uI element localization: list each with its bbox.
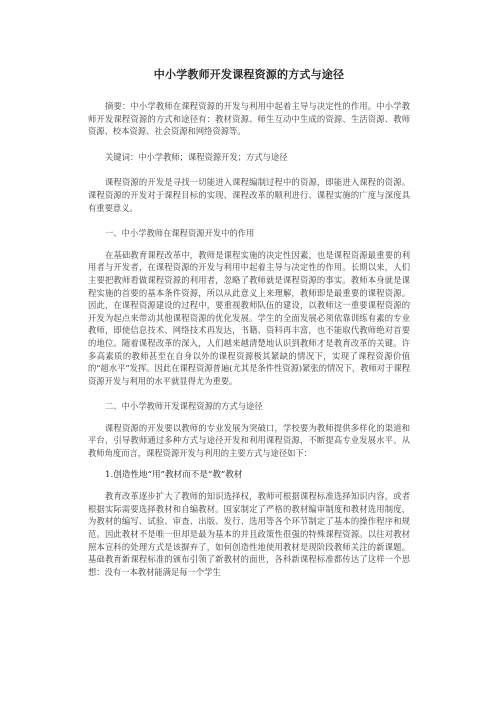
subsection-1-body: 教育改革逐步扩大了教师的知识选择权，教师可根据课程标准选择知识内容，或者根据实际需要选择教材和自编教材。国家制定了严格的教材编审制度和教材选用制度，为教材的编写、试验、审查、出版、发行、选用等各个环节制定了基本的操作程序和规范。因此教材不是唯一但却是最为基本的并且政策性很强的特殊课程资源。以往对教材照本宣科的处理方式是该摒弃了，如何创造性地使用教材是现阶段教师关注的新课题。基础教育新课程标准的颁布引领了新教材的面世，各科新课程标准都传达了这样一个思想：没有一本教材能满足每一个学生 bbox=[88, 491, 410, 577]
section-1-body: 在基础教育课程改革中，教师是课程实施的决定性因素，也是课程资源最重要的利用者与开发者，在课程资源的开发与利用中起着主导与决定性的作用。长期以来，人们主要把教师看做课程资源的利用者，忽略了教师就是课程资源的事实。教师本身就是课程实施的首要的基本条件资源，所以从此意义上来理解，教师即是最重要的课程资源。因此，在课程资源建设的过程中，要重视教师队伍的建设，以教师这一重要课程资源的开发为起点来带动其他课程资源的优化发展。学生的全面发展必须依靠训练有素的专业教师，即使信息技术、网络技术再发达，书籍、资料再丰富，也不能取代教师绝对首要的地位。随着课程改革的深入，人们越来越清楚地认识到教师才是教育改革的关键。许多高素质的教师甚至在自身以外的课程资源极其紧缺的情况下，实现了课程资源价值的“超水平”发挥。因此在课程资源普遍(尤其是条件性资源)紧张的情况下，教师对于课程资源开发与利用的水平就显得尤为重要。 bbox=[88, 249, 410, 386]
paper-title: 中小学教师开发课程资源的方式与途径 bbox=[153, 68, 345, 81]
abstract-paragraph: 摘要：中小学教师在课程资源的开发与利用中起着主导与决定性的作用。中小学教师开发课程资源的方式和途径有：教材资源、师生互动中生成的资源、生活资源、教师资源、校本资源、社会资源和网络资源等。 bbox=[88, 101, 410, 137]
intro-paragraph: 课程资源的开发是寻找一切能进入课程编制过程中的资源，即能进入课程的资源。课程资源的开发对于课程目标的实现、课程改革的顺利进行、课程实施的广度与深度具有重要意义。 bbox=[88, 177, 410, 213]
keywords-paragraph: 关键词：中小学教师；课程资源开发；方式与途径 bbox=[105, 151, 288, 162]
section-1-heading: 一、中小学教师在课程资源开发中的作用 bbox=[105, 228, 255, 239]
subsection-1-heading: 1.创造性地“用”教材而不是“教”教材 bbox=[105, 469, 243, 480]
section-2-heading: 二、中小学教师开发课程资源的方式与途径 bbox=[105, 401, 263, 412]
section-2-body: 课程资源的开发要以教师的专业发展为突破口，学校要为教师提供多样化的渠道和平台，引导教师通过多种方式与途径开发和利用课程资源，不断提高专业发展水平。从教师角度而言，课程资源开发与利用的主要方式与途径如下： bbox=[88, 422, 410, 459]
